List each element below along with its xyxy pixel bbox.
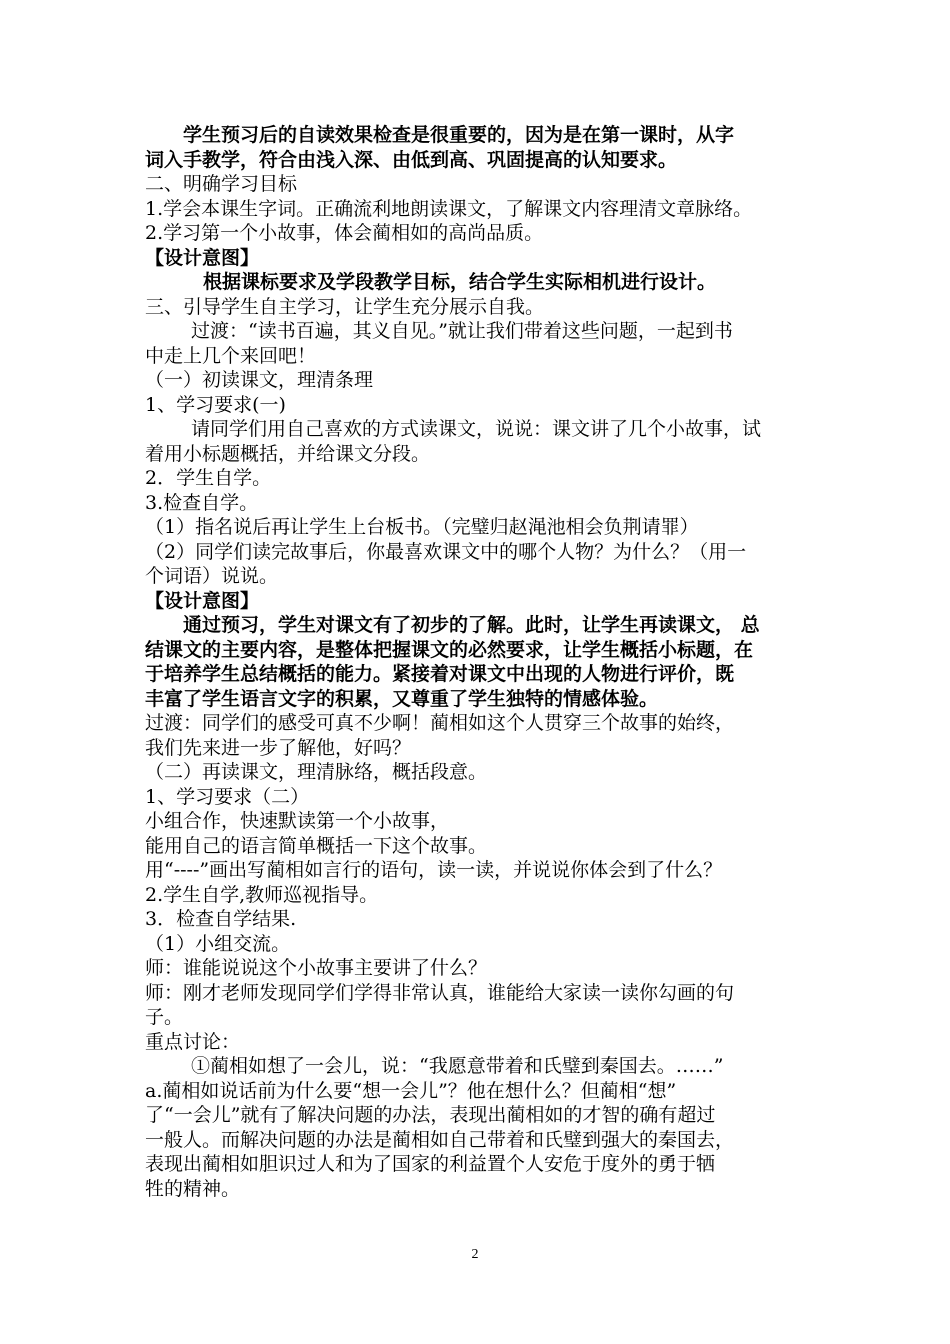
text-line: 着用小标题概括，并给课文分段。 [145,442,431,465]
text-line: 师：谁能说说这个小故事主要讲了什么？ [145,957,488,979]
text-line: 2.学习第一个小故事，体会蔺相如的高尚品质。 [145,222,544,244]
text-line: a.蔺相如说话前为什么要“想一会儿”？他在想什么？但蔺相“想” [145,1079,677,1102]
text-line: （2）同学们读完故事后，你最喜欢课文中的哪个人物？为什么？（用一 [145,540,747,563]
text-line: 小组合作，快速默读第一个小故事， [145,810,450,832]
text-line: 过渡：同学们的感受可真不少啊！蔺相如这个人贯穿三个故事的始终， [145,712,735,734]
text-line: 个词语）说说。 [145,565,279,587]
text-line: 师：刚才老师发现同学们学得非常认真，谁能给大家读一读你勾画的句 [145,981,735,1004]
text-line: 能用自己的语言简单概括一下这个故事。 [145,834,488,857]
text-line: （二）再读课文，理清脉络，概括段意。 [145,761,488,783]
text-line: 了“一会儿”就有了解决问题的办法，表现出蔺相如的才智的确有超过 [145,1104,716,1126]
text-line: （一）初读课文，理清条理 [145,369,374,391]
text-line: 1、学习要求（二） [145,785,310,808]
text-line: （1）指名说后再让学生上台板书。（完璧归赵渑池相会负荆请罪） [145,516,699,538]
text-line: 中走上几个来回吧！ [145,344,317,367]
text-line: 1、学习要求(一) [145,393,286,416]
text-line: 通过预习，学生对课文有了初步的了解。此时，让学生再读课文， 总 [183,614,760,636]
text-line: 【设计意图】 [145,589,260,612]
text-line: 根据课标要求及学段教学目标，结合学生实际相机进行设计。 [203,271,717,293]
text-line: 子。 [145,1006,184,1028]
text-line: 3.检查自学。 [145,491,259,514]
text-line: 学生预习后的自读效果检查是很重要的，因为是在第一课时，从字 [183,124,735,146]
text-line: 【设计意图】 [145,246,260,269]
text-line: 表现出蔺相如胆识过人和为了国家的利益置个人安危于度外的勇于牺 [145,1153,716,1175]
text-line: 词入手教学，符合由浅入深、由低到高、巩固提高的认知要求。 [145,148,678,171]
text-line: 3．检查自学结果. [145,908,297,930]
text-line: 三、引导学生自主学习，让学生充分展示自我。 [145,295,545,318]
text-line: 我们先来进一步了解他，好吗？ [145,736,412,759]
text-line: 结课文的主要内容，是整体把握课文的必然要求，让学生概括小标题，在 [145,638,754,661]
text-line: 一般人。而解决问题的办法是蔺相如自己带着和氏璧到强大的秦国去， [145,1128,735,1151]
text-line: 重点讨论： [145,1030,241,1053]
text-line: 牲的精神。 [145,1177,241,1200]
text-line: 2．学生自学。 [145,467,272,489]
text-line: 1.学会本课生字词。正确流利地朗读课文，了解课文内容理清文章脉络。 [145,197,753,220]
text-line: 过渡：“读书百遍，其义自见。”就让我们带着这些问题，一起到书 [191,320,733,342]
page-number: 2 [471,1247,479,1262]
text-line: 于培养学生总结概括的能力。紧接着对课文中出现的人物进行评价，既 [145,663,735,685]
text-line: 二、明确学习目标 [145,173,298,195]
text-line: （1）小组交流。 [145,932,291,955]
text-line: 请同学们用自己喜欢的方式读课文，说说：课文讲了几个小故事，试 [191,418,762,440]
text-line: ①蔺相如想了一会儿，说：“我愿意带着和氏璧到秦国去。……” [191,1055,724,1077]
text-line: 丰富了学生语言文字的积累，又尊重了学生独特的情感体验。 [145,687,659,710]
document-body [145,123,825,1201]
text-line: 2.学生自学,教师巡视指导。 [145,883,379,906]
text-line: 用“----”画出写蔺相如言行的语句，读一读，并说说你体会到了什么？ [145,859,723,881]
